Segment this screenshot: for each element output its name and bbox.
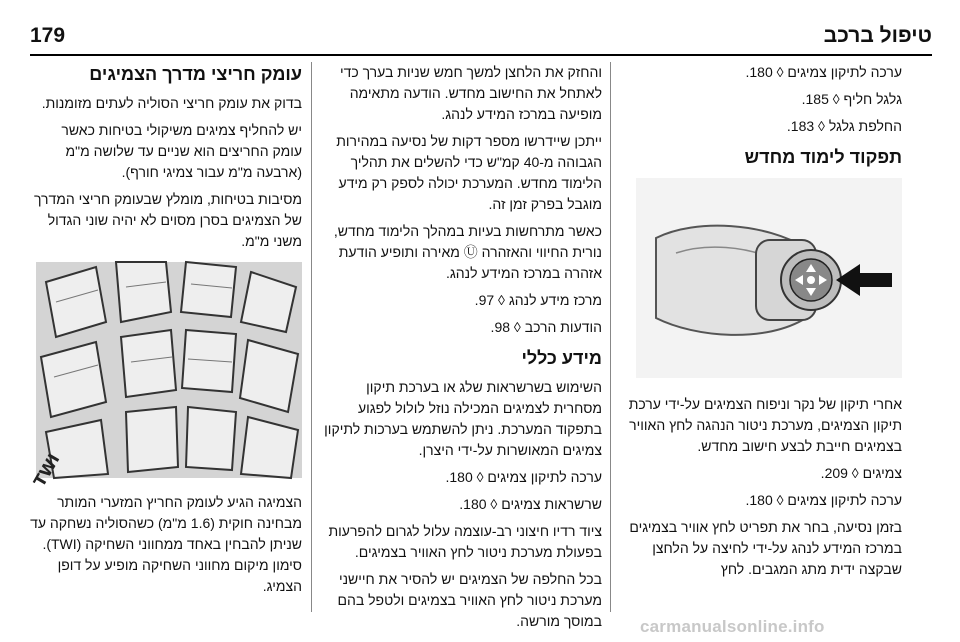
section-title: טיפול ברכב [823,24,932,47]
column-left [30,62,302,603]
column-middle [320,62,602,638]
paragraph: מסיבות בטיחות, מומלץ שבעומק חריצי המדרך של הצמיגים בסרן מסוים לא יהיה שוני הגדול משני מ"מ. [33,191,302,249]
paragraph: בדוק את עומק חריצי הסוליה לעתים מזומנות. [41,95,302,111]
ref-link[interactable]: גלגל חליף ◊ 185. [801,91,902,107]
ref-link[interactable]: החלפת גלגל ◊ 183. [786,118,902,134]
ref-link[interactable]: הודעות הרכב ◊ 98. [490,319,602,335]
paragraph: בזמן נסיעה, בחר את תפריט לחץ אוויר בצמיגים במרכז המידע לנהג על-ידי לחיצה על הלחצן שבקצה ידית מתג המגבים. לחץ [629,519,902,577]
ref-link[interactable]: ערכה לתיקון צמיגים ◊ 180. [745,64,902,80]
paragraph: השימוש בשרשראות שלג או בערכת תיקון מסחרית לצמיגים המכילה נוזל לולול לפגוע בתפקוד המערכת. ניתן להשתמש בערכות לתיקון צמיגים המאושרות על-ידי היצרן. [324,379,602,458]
tire-drawing [29,262,302,490]
ref-link[interactable]: שרשראות צמיגים ◊ 180. [459,496,602,512]
paragraph: יש להחליף צמיגים משיקולי בטיחות כאשר עומק החריצים הוא שניים עד שלושה מ"מ (ארבעה מ"מ עבור צמיגי חורף). [61,122,302,180]
ref-link[interactable]: ערכה לתיקון צמיגים ◊ 180. [445,469,602,485]
wiper-stalk-illustration [636,178,902,378]
page-number: 179 [30,24,66,47]
paragraph: אחרי תיקון של נקר וניפוח הצמיגים על-ידי ערכת תיקון הצמיגים, מערכת ניטור הנהגה לחץ האוויר בצמיגים חייבת לבצע חישוב מחדש. [628,396,902,454]
paragraph: ציוד רדיו חיצוני רב-עוצמה עלול לגרום להפרעות בפעולת מערכת ניטור לחץ האוויר בצמיגים. [328,523,602,560]
ref-link[interactable]: מרכז מידע לנהג ◊ 97. [474,292,602,308]
ref-link[interactable]: ערכה לתיקון צמיגים ◊ 180. [745,492,902,508]
watermark: carmanualsonline.info [640,617,825,636]
section-heading: עומק חריצי מדרך הצמיגים [89,64,302,84]
section-heading: תפקוד לימוד מחדש [744,147,902,167]
paragraph: והחזק את הלחצן למשך חמש שניות בערך כדי לאתחל את החישוב מחדש. הודעה מתאימה מופיעה במרכז המידע לנהג. [339,64,602,122]
paragraph: כאשר מתרחשות בעיות במהלך הלימוד מחדש, נורית החיווי והאזהרה Ⓤ מאירה ותופיע הודעת אזהרה במרכז המידע לנהג. [333,223,602,281]
column-right [620,62,902,586]
column-divider-left [311,62,312,612]
tire-tread-illustration [29,262,302,490]
column-divider-right [610,62,611,612]
twi-label: TWI [29,450,64,490]
paragraph: ייתכן שיידרשו מספר דקות של נסיעה במהירות הגבוהה מ-40 קמ"ש כדי להשלים את תהליך הלימוד מחדש. המערכת יכולה לספק רק מידע מוגבל בפרק זמן זה. [336,133,602,212]
paragraph: בכל החלפה של הצמיגים יש להסיר את חיישני מערכת ניטור לחץ האוויר בצמיגים ולטפל בהם במוסך מורשה. [337,571,602,629]
stalk-drawing [636,178,902,378]
ref-link[interactable]: צמיגים ◊ 209. [820,465,902,481]
section-heading: מידע כללי [521,348,602,368]
paragraph: הצמיגה הגיע לעומק החריץ המזערי המותר מבחינה חוקית (1.6 מ"מ) כשהסוליה נשחקה עד שניתן להבחין באחד ממחווני השחיקה (TWI). סימון מיקום מחווני השחיקה מופיע על דופן הצמיג. [30,494,302,594]
page-header [30,20,932,56]
